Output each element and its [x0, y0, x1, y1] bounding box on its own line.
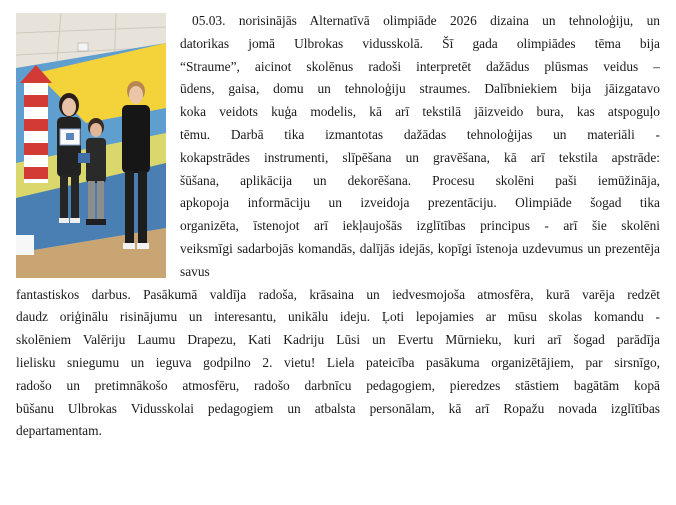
- article-line: koka veidots kuģa modelis, kā arī tekstilā jāizveido bura, kas atspoguļo: [180, 104, 660, 120]
- article-line: datorikas jomā Ulbrokas vidusskolā. Šī gada olimpiādes tēma bija: [180, 35, 660, 51]
- article-line: kokapstrādes instrumenti, slīpēšana un gravēšana, kā arī tekstila apstrāde:: [180, 149, 660, 165]
- article-line: skolēniem Valēriju Laumu Drapezu, Kati Kadriju Lūsi un Evertu Mūrnieku, kuri arī šogad parādīja: [16, 332, 660, 348]
- article-line: organizēta, īstenojot arī iekļaujošās izglītības principus - arī šie skolēni: [180, 218, 660, 234]
- group-photo-image: [16, 13, 166, 278]
- article-line: tēmu. Darbā tika izmantotas dažādas tehnoloģijas un materiāli -: [180, 126, 660, 142]
- article-line: ūdens, gaisa, domu un tehnoloģiju straumes. Dalībniekiem bija jāizgatavo: [180, 81, 660, 97]
- article-line: apkopoja informāciju un izveidoja prezentāciju. Olimpiāde šogad tika: [180, 195, 660, 211]
- article-line: 05.03. norisinājās Alternatīvā olimpiāde 2026 dizaina un tehnoloģiju, un: [192, 13, 660, 28]
- group-photo: [16, 13, 166, 278]
- article-line: departamentam.: [16, 423, 102, 439]
- article-line: lielisku sniegumu un ieguva godpilno 2. vietu! Liela pateicība pasākuma organizētājiem, par sirsnīgo,: [16, 354, 660, 370]
- article-line: daudz oriģinālu risinājumu un interesantu, unikālu ideju. Ļoti lepojamies ar mūsu skolas komandu -: [16, 309, 660, 325]
- article-line: fantastiskos darbus. Pasākumā valdīja radoša, krāsaina un iedvesmojoša atmosfēra, kurā varēja redzēt: [16, 286, 660, 302]
- article-line: “Straume”, aicinot skolēnus radoši interpretēt dažādus plūsmas veidus –: [180, 58, 660, 74]
- article-line: radošo un pretimnākošo atmosfēru, radošo darbnīcu pedagogiem, pieredzes stāstiem bagātām kopā: [16, 377, 660, 393]
- article: [16, 10, 660, 443]
- article-line: veiksmīgi sadarbojās komandās, dalījās idejās, kopīgi īstenoja uzdevumus un prezentēja savus: [180, 240, 660, 279]
- article-line: šūšana, aplikācija un dekorēšana. Procesu skolēni paši iemūžināja,: [180, 172, 660, 188]
- article-line: būšanu Ulbrokas Vidusskolai pedagogiem un atbalsta personālam, kā arī Ropažu novada izglītības: [16, 400, 660, 416]
